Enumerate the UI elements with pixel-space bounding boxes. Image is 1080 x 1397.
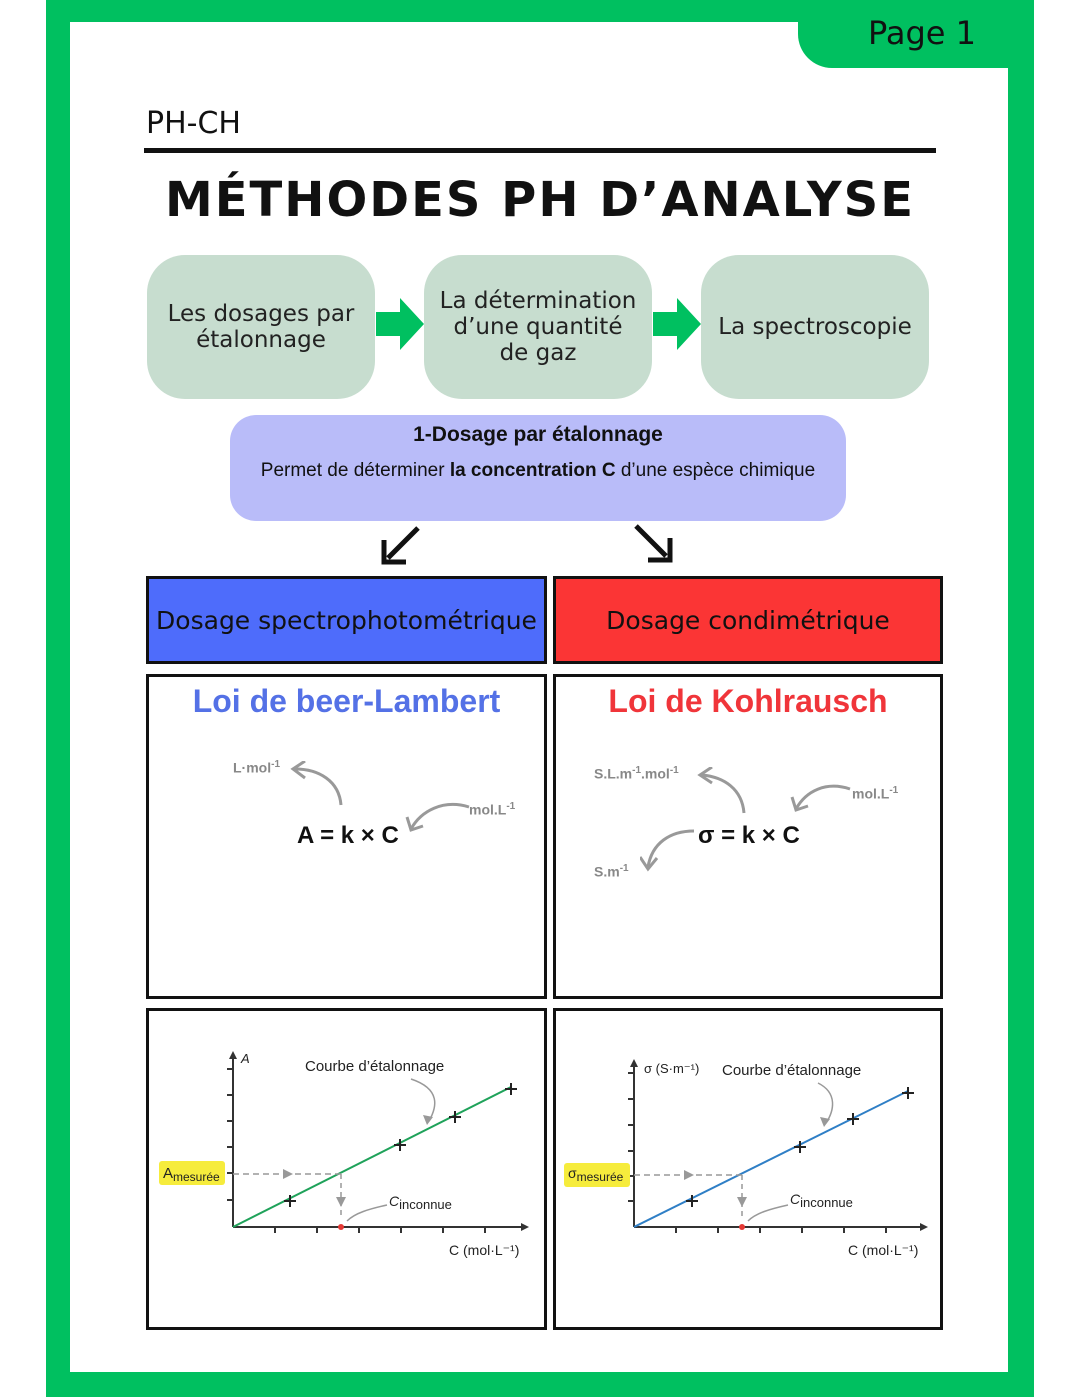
unknown-pointer: [347, 1205, 387, 1221]
calibration-line: [233, 1087, 511, 1227]
curve-label: Courbe d’étalonnage: [722, 1062, 862, 1079]
curve-label: Courbe d’étalonnage: [305, 1058, 445, 1075]
curved-arrow-icon: [279, 761, 359, 811]
unit-c: $mol.L^{-1}$: [469, 801, 516, 818]
law-title: Loi de beer-Lambert: [192, 683, 501, 719]
curved-arrow-icon: [640, 825, 700, 873]
unit-k: L·mol$^{-1}$: [233, 759, 281, 776]
y-axis-arrow: [229, 1051, 237, 1059]
y-axis-arrow: [630, 1059, 638, 1067]
unknown-point: [338, 1224, 344, 1230]
unknown-point: [739, 1224, 745, 1230]
x-axis-label: C (mol·L⁻¹): [449, 1242, 520, 1258]
unit-sigma: $S.m^{-1}$: [594, 863, 629, 880]
unknown-arrow: [336, 1197, 346, 1207]
unknown-label: Cinconnue: [790, 1191, 853, 1210]
green-arrow-icon: [376, 298, 424, 350]
step-gaz: La détermination d’une quantité de gaz: [424, 255, 652, 399]
arrow-down-right-icon: [630, 522, 676, 564]
step-etalonnage: Les dosages par étalonnage: [147, 255, 375, 399]
x-axis-label: C (mol·L⁻¹): [848, 1242, 919, 1258]
curved-arrow-icon: [692, 767, 752, 817]
green-arrow-icon: [653, 298, 701, 350]
unknown-pointer: [748, 1205, 788, 1221]
unit-c: $mol.L^{-1}$: [852, 785, 899, 802]
law-box-kohlrausch: [553, 674, 943, 999]
law-title: Loi de Kohlrausch: [608, 683, 888, 719]
curved-arrow-icon: [403, 797, 473, 837]
curve-pointer: [818, 1083, 833, 1123]
header-spectrophotometrique: Dosage spectrophotométrique: [146, 576, 547, 664]
calibration-graph: [149, 1011, 544, 1327]
law-box-beer-lambert: [146, 674, 547, 999]
equation: σ = k × C: [698, 822, 800, 849]
measured-label: $A_{mesurée}$: [163, 1165, 220, 1184]
graph-box-right: [553, 1008, 943, 1330]
y-axis-label: A: [241, 1051, 250, 1066]
page-number: Page 1: [868, 14, 976, 52]
header-rule: [144, 148, 936, 153]
x-axis-arrow: [521, 1223, 529, 1231]
header-condimetrique: Dosage condimétrique: [553, 576, 943, 664]
calibration-line: [634, 1091, 908, 1227]
curve-pointer: [411, 1079, 435, 1121]
subject-label: PH-CH: [146, 106, 241, 141]
arrow-down-left-icon: [378, 524, 424, 566]
section-description: Permet de déterminer la concentration C d’une espèce chimique: [260, 460, 816, 481]
equation: A = k × C: [297, 822, 399, 849]
unit-k: $S.L.m^{-1}.mol^{-1}$: [594, 765, 679, 782]
y-axis-label: σ (S·m⁻¹): [644, 1061, 700, 1076]
x-axis-arrow: [920, 1223, 928, 1231]
unknown-label: Cinconnue: [389, 1193, 452, 1212]
section-box: [230, 415, 846, 521]
graph-box-left: [146, 1008, 547, 1330]
curved-arrow-icon: [790, 781, 854, 815]
measured-label: σmesurée: [568, 1165, 624, 1184]
section-title: 1-Dosage par étalonnage: [413, 423, 663, 446]
calibration-graph: [556, 1011, 940, 1327]
page-title: MÉTHODES PH D’ANALYSE: [164, 172, 916, 228]
step-spectroscopie: La spectroscopie: [701, 255, 929, 399]
unknown-arrow: [737, 1197, 747, 1207]
